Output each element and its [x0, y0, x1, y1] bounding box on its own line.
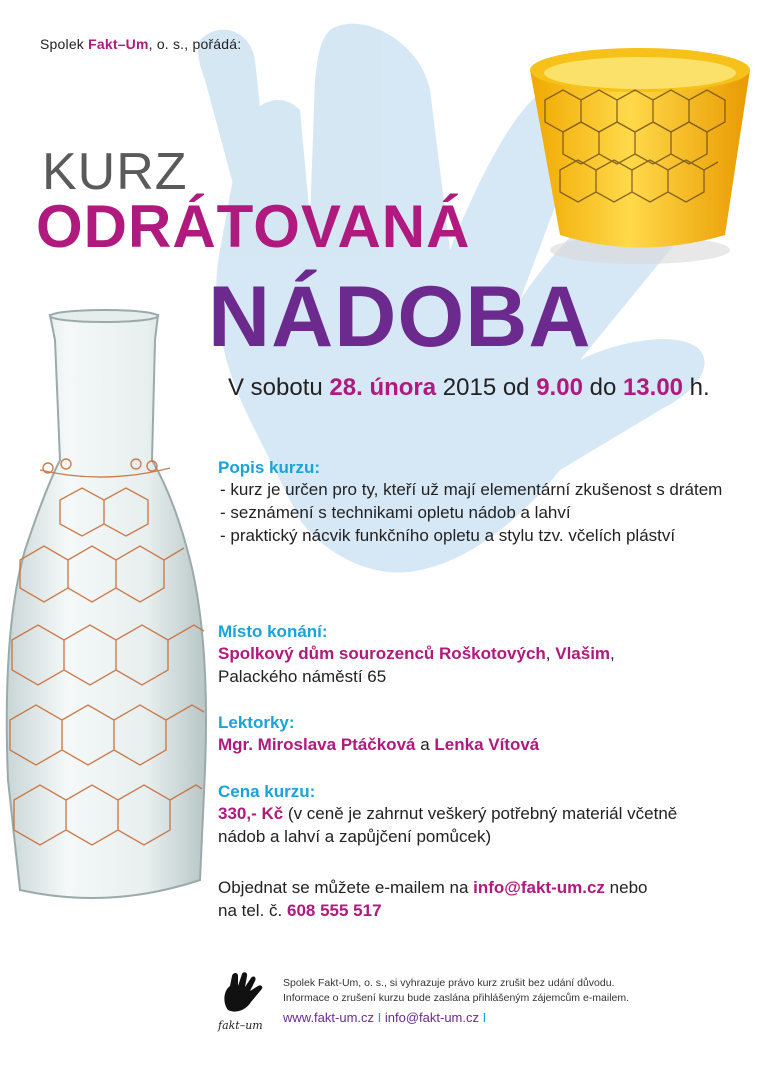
event-date [228, 374, 710, 402]
description-list [218, 478, 738, 547]
footer-email-link[interactable]: info@fakt-um.cz [384, 1010, 480, 1025]
section-venue [218, 622, 738, 688]
date-mid: 2015 od [436, 374, 537, 401]
footer-website-link[interactable]: www.fakt-um.cz [283, 1010, 375, 1025]
wired-pot-photo [520, 40, 760, 270]
section-price [218, 782, 738, 848]
section-description [218, 458, 738, 547]
order-phone: 608 555 517 [286, 901, 382, 920]
venue-name-line [218, 642, 738, 665]
date-suffix: h. [683, 374, 710, 401]
price-value: 330,- Kč [218, 804, 284, 823]
footer-separator: I [482, 1010, 487, 1025]
title-line-1: ODRÁTOVANÁ [36, 193, 471, 260]
section-lecturers [218, 713, 738, 756]
venue-comma: , [545, 644, 556, 663]
section-order [218, 876, 668, 922]
footer-line-1: Spolek Fakt-Um, o. s., si vyhrazuje právo kurz zrušit bez udání důvodu. [283, 977, 615, 989]
title-line-2: NÁDOBA [208, 269, 592, 365]
kurz-label: KURZ [42, 143, 188, 201]
footer-links [283, 1010, 486, 1025]
lecturers-heading: Lektorky: [218, 713, 295, 732]
logo-text: fakt–um [218, 1019, 263, 1032]
price-note: (v ceně je zahrnut veškerý potřebný materiál včetně nádob a lahví a zapůjčení pomůcek) [218, 804, 678, 846]
price-heading: Cena kurzu: [218, 782, 316, 801]
footer-separator: I [377, 1010, 382, 1025]
hand-logo-icon [218, 972, 270, 1014]
time-end: 13.00 [622, 374, 684, 401]
order-text-1: Objednat se můžete e-mailem na [218, 878, 474, 897]
venue-city: Vlašim [555, 644, 611, 663]
description-heading: Popis kurzu: [218, 458, 321, 477]
price-text [218, 802, 688, 848]
description-item: - kurz je určen pro ty, kteří už mají elementární zkušenost s drátem [220, 480, 723, 499]
organizer-prefix: Spolek [40, 36, 89, 52]
order-email-link[interactable]: info@fakt-um.cz [473, 878, 605, 897]
lecturer-1: Mgr. Miroslava Ptáčková [218, 735, 416, 754]
organizer-suffix: , o. s., pořádá: [148, 36, 242, 52]
venue-city-suffix: , [610, 644, 615, 663]
order-text-2: nebo na tel. č. [218, 878, 648, 920]
time-start: 9.00 [536, 374, 583, 401]
lecturers-and: a [415, 735, 435, 754]
footer-line-2: Informace o zrušení kurzu bude zaslána přihlášeným zájemcům e-mailem. [283, 992, 630, 1004]
date-day: 28. února [329, 374, 437, 401]
venue-address: Palackého náměstí 65 [218, 667, 387, 686]
venue-heading: Místo konání: [218, 622, 328, 641]
date-prefix: V sobotu [228, 374, 330, 401]
organizer-line [40, 36, 241, 52]
date-mid2: do [582, 374, 623, 401]
description-item: - praktický nácvik funkčního opletu a stylu tzv. včelích pláství [220, 526, 676, 545]
venue-name: Spolkový dům sourozenců Roškotových [218, 644, 546, 663]
wired-bottle-photo [0, 300, 215, 930]
footer-disclaimer [283, 976, 629, 1006]
organizer-brand: Fakt–Um [88, 36, 149, 52]
description-item: - seznámení s technikami opletu nádob a lahví [220, 503, 571, 522]
lecturer-2: Lenka Vítová [434, 735, 540, 754]
fakt-um-logo [218, 972, 270, 1032]
lecturers-names [218, 733, 738, 756]
